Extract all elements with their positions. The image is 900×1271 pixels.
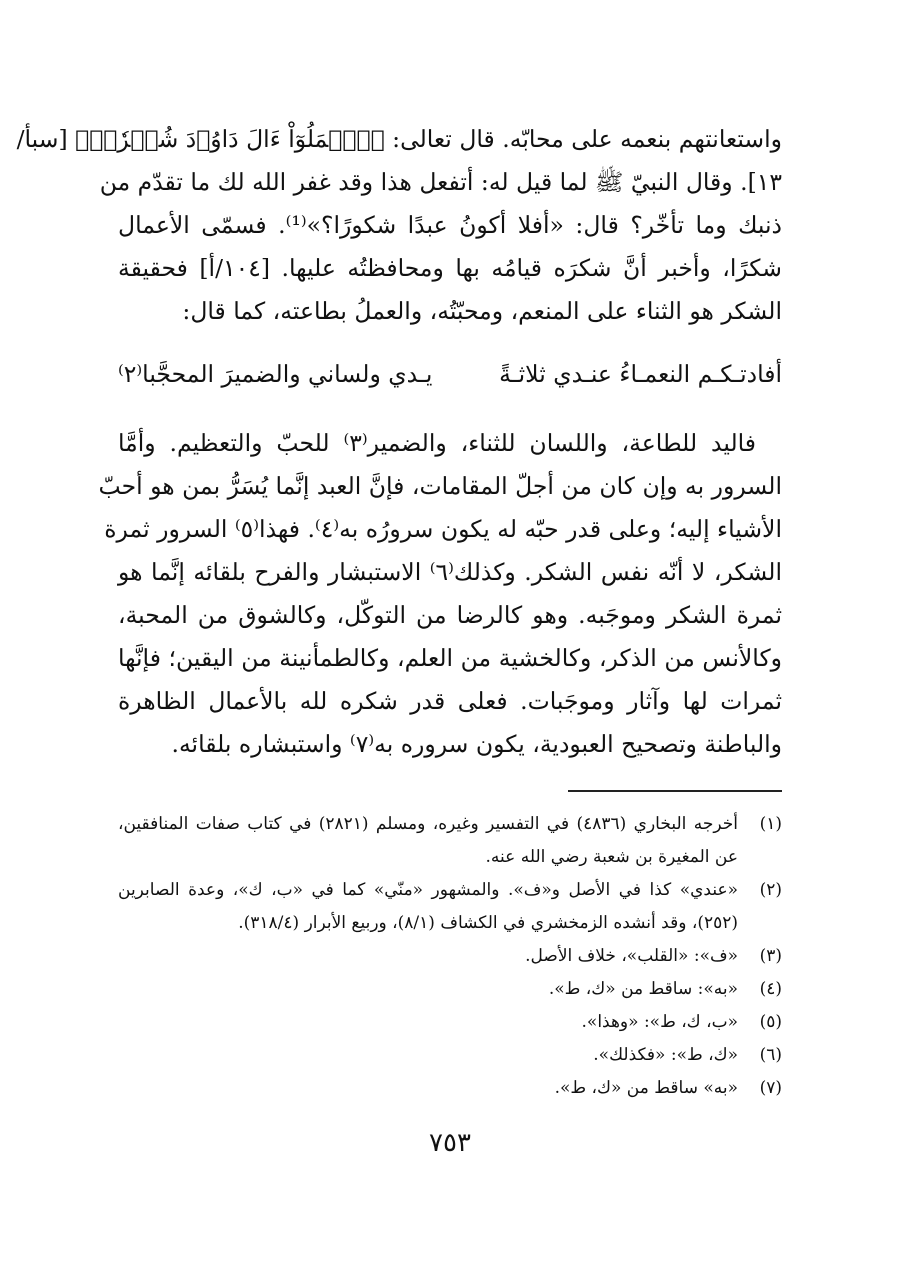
footnote-number: (٢) (759, 880, 782, 900)
footnote-text: أخرجه البخاري (٤٨٣٦) في التفسير وغيره، ومسلم (٢٨٢١) في كتاب صفات المنافقين، عن المغيرة بن شعبة رضي الله عنه. (118, 814, 738, 867)
footnote-1 (118, 808, 782, 874)
text-line: شكرًا، وأخبر أنَّ شكرَه قيامُه بها ومحافظتُه عليها. [١٠٤/أ] فحقيقة (118, 254, 782, 282)
footnote-text: «ف»: «القلب»، خلاف الأصل. (525, 946, 738, 966)
footnote-divider (568, 790, 782, 792)
footnote-text: «عندي» كذا في الأصل و«ف». والمشهور «منّي» كما في «ب، ك»، وعدة الصابرين (٢٥٢)، وقد أنشده الزمخشري في الكشاف (٨/١)، وربيع الأبرار (٣١٨/٤). (118, 880, 738, 933)
text-line: وكالأنس من الذكر، وكالخشية من العلم، وكالطمأنينة من اليقين؛ فإنَّها (118, 644, 782, 672)
poetry-verse (118, 352, 782, 396)
page-number: ٧٥٣ (429, 1128, 471, 1158)
footnote-number: (٦) (759, 1045, 782, 1065)
text-line: ثمرة الشكر وموجَبه. وهو كالرضا من التوكّل، وكالشوق من المحبة، (118, 601, 782, 629)
footnote-text: «ك، ط»: «فكذلك». (593, 1045, 738, 1065)
text-line: السرور به وإن كان من أجلّ المقامات، فإنَّ العبد إنَّما يُسَرُّ بمن هو أحبّ (98, 472, 782, 500)
verse-second-hemistich: يـدي ولساني والضميرَ المحجَّبا⁽٢⁾ (118, 360, 433, 388)
text-line: الأشياء إليه؛ وعلى قدر حبّه له يكون سرورُه به⁽٤⁾. فهذا⁽٥⁾ السرور ثمرة (104, 515, 782, 543)
footnote-number: (٧) (759, 1078, 782, 1098)
paragraph-2 (98, 422, 782, 766)
footnote-number: (٤) (759, 979, 782, 999)
footnote-3 (118, 940, 782, 973)
footnote-7 (118, 1072, 782, 1105)
footnote-5 (118, 1006, 782, 1039)
footnote-text: «ب، ك، ط»: «وهذا». (581, 1012, 738, 1032)
text-line: ١٣]. وقال النبيّ ﷺ لما قيل له: أتفعل هذا وقد غفر الله لك ما تقدّم من (99, 168, 782, 196)
footnote-number: (١) (759, 814, 782, 834)
paragraph-1 (16, 118, 782, 333)
footnote-text: «به»: ساقط من «ك، ط». (548, 979, 738, 999)
text-line: ثمرات لها وآثار وموجَبات. فعلى قدر شكره لله بالأعمال الظاهرة (118, 687, 782, 715)
footnotes (118, 808, 782, 1105)
text-line: ذنبك وما تأخّر؟ قال: «أفلا أكونُ عبدًا شكورًا؟»⁽¹⁾. فسمّى الأعمال (118, 211, 782, 239)
text-line: الشكر، لا أنّه نفس الشكر. وكذلك⁽٦⁾ الاستبشار والفرح بلقائه إنَّما هو (118, 558, 782, 586)
footnote-4 (118, 973, 782, 1006)
footnote-text: «به» ساقط من «ك، ط». (554, 1078, 738, 1098)
text-line: الشكر هو الثناء على المنعم، ومحبّتُه، والعملُ بطاعته، كما قال: (182, 297, 782, 325)
footnote-6 (118, 1039, 782, 1072)
verse-first-hemistich: أفادتـكـم النعمـاءُ عنـدي ثلاثـةً (499, 360, 782, 388)
text-line: والباطنة وتصحيح العبودية، يكون سروره به⁽٧⁾ واستبشاره بلقائه. (171, 730, 782, 758)
footnote-number: (٣) (759, 946, 782, 966)
footnote-number: (٥) (759, 1012, 782, 1032)
footnote-2 (118, 874, 782, 940)
text-line: فاليد للطاعة، واللسان للثناء، والضمير⁽٣⁾ للحبّ والتعظيم. وأمَّا (118, 429, 756, 457)
text-line: واستعانتهم بنعمه على محابّه. قال تعالى: ﴿ٱعۡمَلُوٓاْ ءَالَ دَاوُۥدَ شُكۡرٗاۚ﴾ [سبأ/ (16, 125, 782, 153)
